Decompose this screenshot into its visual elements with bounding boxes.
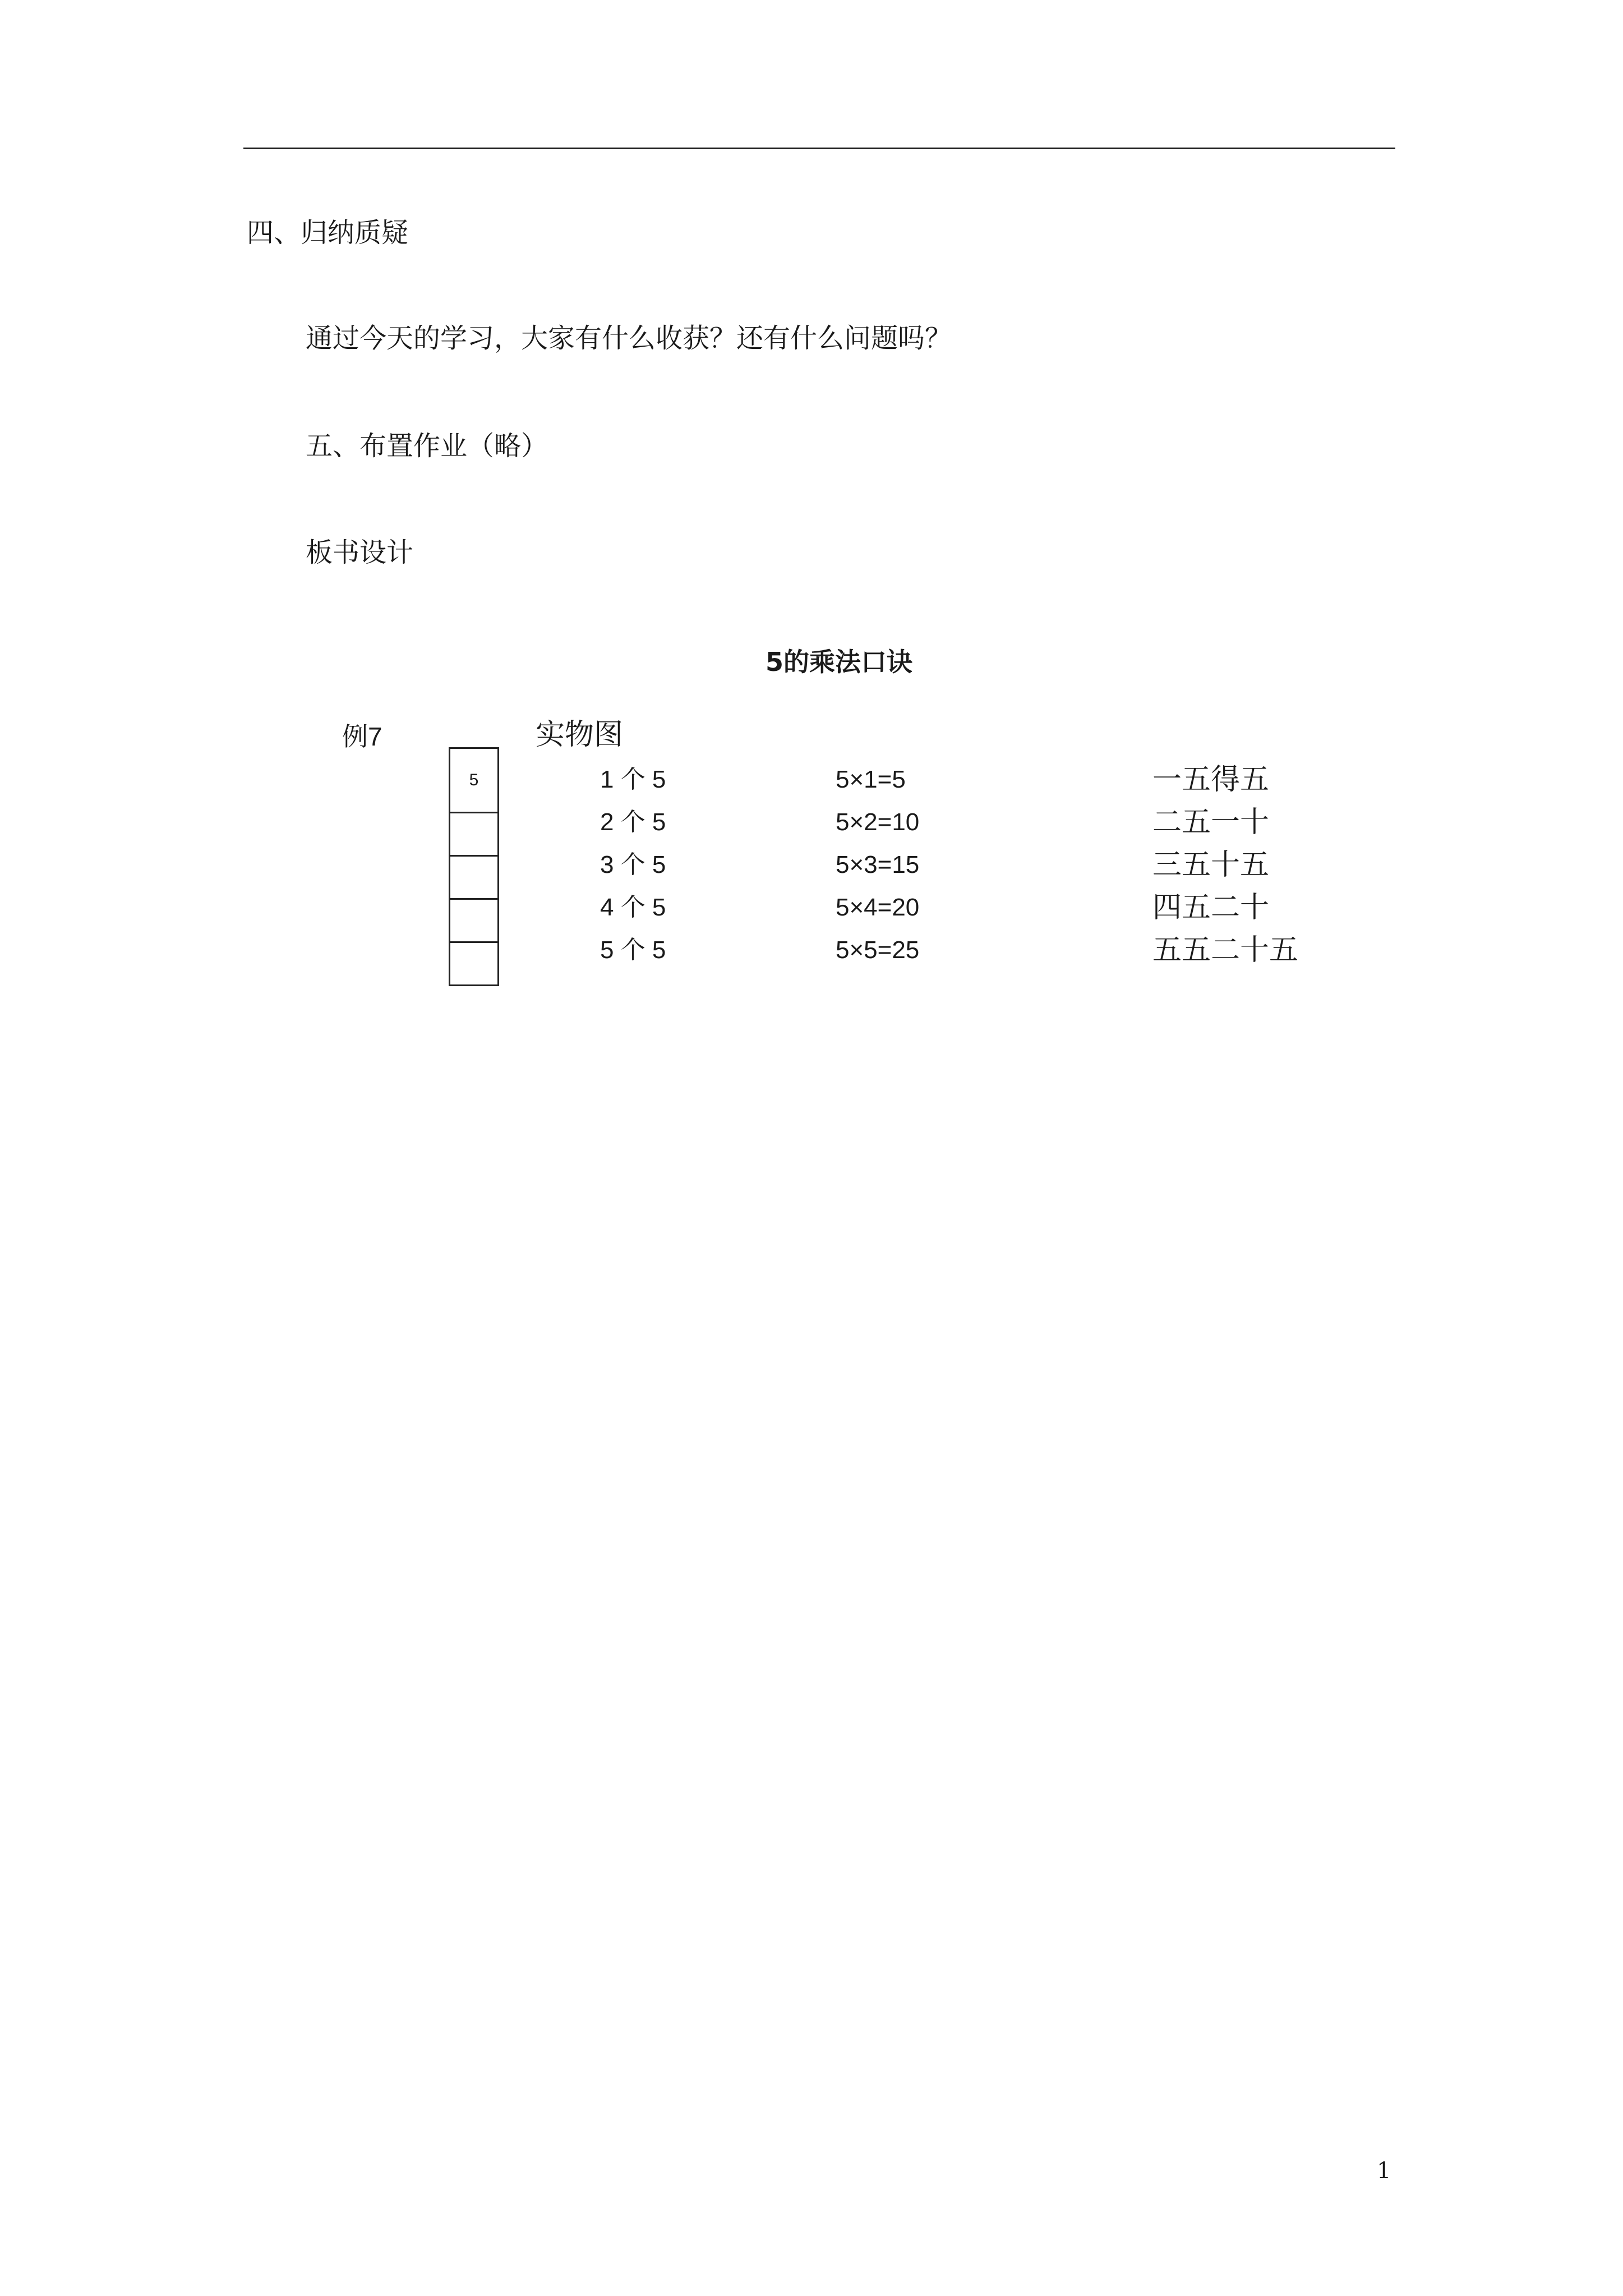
rhyme-text: 三五十五 [1152,849,1270,881]
count-text: 1 个 5 [600,766,666,793]
section-heading-four: 四、归纳质疑 [247,217,409,249]
section-heading-five: 五、布置作业（略） [306,430,548,462]
rhyme-text: 一五得五 [1152,763,1270,796]
equation-text: 5×2=10 [836,808,920,836]
equation-text: 5×3=15 [836,851,920,878]
count-text: 2 个 5 [600,808,666,836]
multiplication-row [0,929,1623,972]
rhyme-text: 四五二十 [1152,891,1270,924]
multiplication-row [0,886,1623,929]
multiplication-row [0,844,1623,886]
question-paragraph: 通过今天的学习，大家有什么收获？还有什么问题吗？ [306,323,952,354]
count-text: 5 个 5 [600,936,666,964]
diagram-label: 实物图 [536,719,624,751]
header-rule [243,148,1395,149]
rhyme-text: 五五二十五 [1152,934,1299,967]
count-text: 3 个 5 [600,851,666,878]
box-cell: 5 [449,747,499,813]
count-text: 4 个 5 [600,894,666,921]
rhyme-text: 二五一十 [1152,806,1270,839]
board-design-label: 板书设计 [306,537,414,568]
multiplication-row [0,758,1623,801]
equation-text: 5×1=5 [836,766,906,793]
example-label: 例7 [342,722,382,751]
equation-text: 5×5=25 [836,936,920,964]
equation-text: 5×4=20 [836,894,920,921]
board-title: 5的乘法口诀 [766,647,913,677]
multiplication-row [0,801,1623,844]
page-number: 1 [1377,2158,1391,2184]
